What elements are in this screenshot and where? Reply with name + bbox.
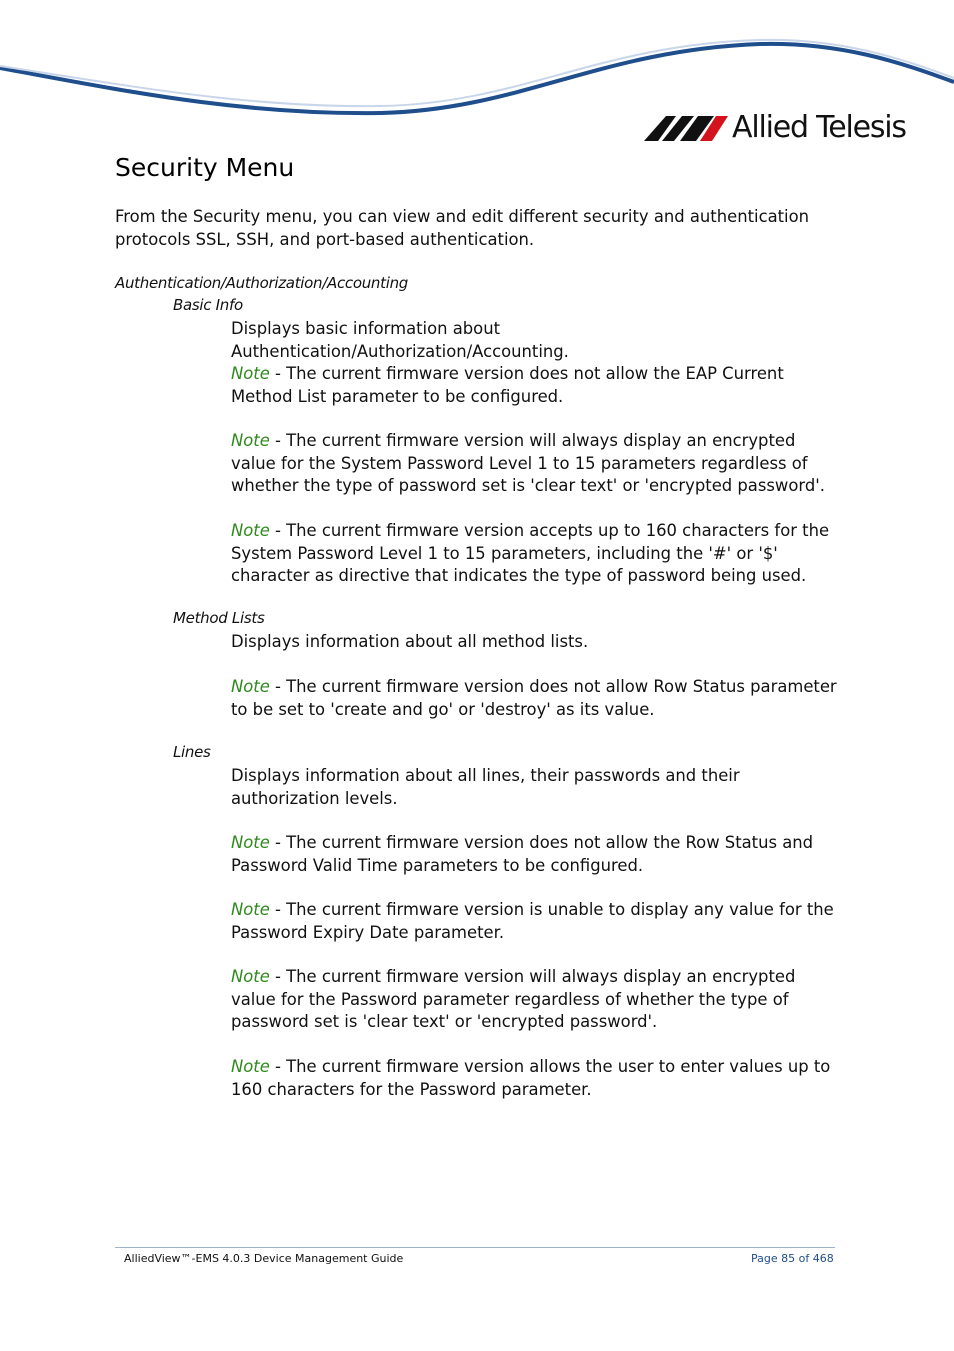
method-lists-description: Displays information about all method lists.	[231, 632, 589, 651]
note-label: Note	[231, 833, 270, 852]
footer-divider	[115, 1247, 835, 1248]
note-label: Note	[231, 1057, 270, 1076]
note-text: - The current firmware version will always display an encrypted value for the Password parameter regardless of whether the type of password set is 'clear text' or 'encrypted password'.	[231, 967, 796, 1031]
note-text: - The current firmware version allows the user to enter values up to 160 characters for the Password parameter.	[231, 1057, 831, 1099]
intro-paragraph: From the Security menu, you can view and edit different security and authentication protocols SSL, SSH, and port-based authentication.	[115, 207, 810, 249]
basic-info-description: Displays basic information about Authentication/Authorization/Accounting.	[231, 319, 569, 361]
footer-document-title: AlliedView™-EMS 4.0.3 Device Management Guide	[124, 1252, 404, 1265]
note-label: Note	[231, 521, 270, 540]
note-text: - The current firmware version will always display an encrypted value for the System Password Level 1 to 15 parameters regardless of whether the type of password set is 'clear text' or 'encrypted password'.	[231, 431, 825, 495]
note-text: - The current firmware version accepts up to 160 characters for the System Password Level 1 to 15 parameters, including the '#' or '$' character as directive that indicates the type of password being used.	[231, 521, 830, 585]
allied-telesis-logo-mark-icon	[644, 114, 728, 142]
note-paragraph	[231, 430, 841, 498]
note-label: Note	[231, 677, 270, 696]
note-text: - The current firmware version does not allow the EAP Current Method List parameter to be configured.	[231, 364, 784, 406]
note-label: Note	[231, 431, 270, 450]
subsection-heading-method-lists: Method Lists	[173, 609, 265, 627]
note-text: - The current firmware version does not allow the Row Status and Password Valid Time parameters to be configured.	[231, 833, 814, 875]
note-label: Note	[231, 967, 270, 986]
lines-description: Displays information about all lines, their passwords and their authorization levels.	[231, 766, 740, 808]
note-paragraph	[231, 520, 841, 588]
note-paragraph	[231, 1056, 841, 1101]
note-text: - The current firmware version is unable to display any value for the Password Expiry Date parameter.	[231, 900, 834, 942]
note-text: - The current firmware version does not allow Row Status parameter to be set to 'create and go' or 'destroy' as its value.	[231, 677, 837, 719]
subsection-heading-basic-info: Basic Info	[173, 296, 243, 314]
note-paragraph	[231, 363, 841, 408]
note-paragraph	[231, 899, 841, 944]
note-paragraph	[231, 676, 841, 721]
section-heading: Authentication/Authorization/Accounting	[115, 274, 409, 292]
logo-text: Allied Telesis	[732, 110, 906, 145]
page-title: Security Menu	[115, 153, 295, 182]
note-paragraph	[231, 966, 841, 1034]
footer-page-number: Page 85 of 468	[751, 1252, 834, 1265]
note-label: Note	[231, 364, 270, 383]
note-label: Note	[231, 900, 270, 919]
note-paragraph	[231, 832, 841, 877]
subsection-heading-lines: Lines	[173, 743, 211, 761]
